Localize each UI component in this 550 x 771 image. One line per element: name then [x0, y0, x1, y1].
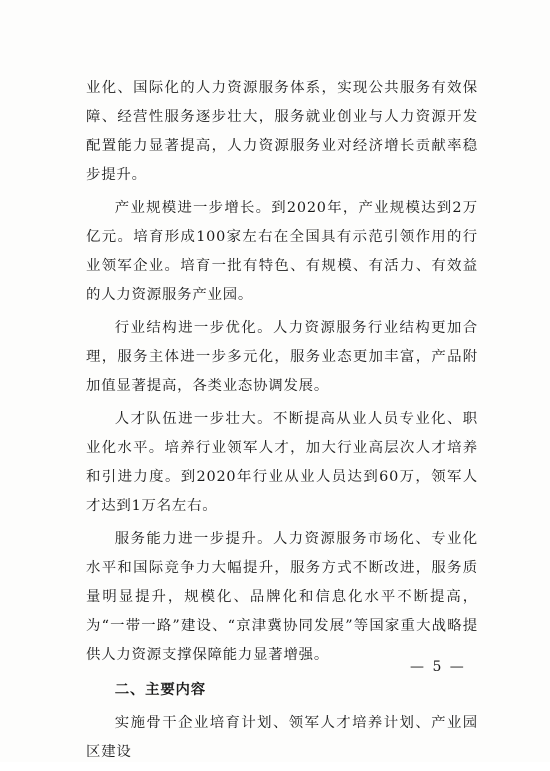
- page-number: — 5 —: [410, 659, 466, 675]
- paragraph-industry-scale: 产业规模进一步增长。到2020年，产业规模达到2万亿元。培育形成100家左右在全国具有示范引领作用的行业领军企业。培育一批有特色、有规模、有活力、有效益的人力资源服务产业园。: [86, 200, 478, 303]
- paragraph-service-capacity: 服务能力进一步提升。人力资源服务市场化、专业化水平和国际竞争力大幅提升，服务方式不断改进，服务质量明显提升，规模化、品牌化和信息化水平不断提高，为“一带一路”建设、“京津冀协同发展”等国家重大战略提供人力资源支撑保障能力显著增强。: [86, 531, 478, 663]
- paragraph-main-content: 实施骨干企业培育计划、领军人才培养计划、产业园区建设: [86, 715, 478, 760]
- paragraph-industry-structure: 行业结构进一步优化。人力资源服务行业结构更加合理，服务主体进一步多元化，服务业态更加丰富，产品附加值显著提高，各类业态协调发展。: [86, 320, 478, 394]
- paragraph-talent-team: 人才队伍进一步壮大。不断提高从业人员专业化、职业化水平。培养行业领军人才，加大行业高层次人才培养和引进力度。到2020年行业从业人员达到60万，领军人才达到1万名左右。: [86, 411, 478, 514]
- section-heading-main-content: 二、主要内容: [114, 682, 206, 698]
- paragraph-continuation: 业化、国际化的人力资源服务体系，实现公共服务有效保障、经营性服务逐步壮大，服务就业创业与人力资源开发配置能力显著提高，人力资源服务业对经济增长贡献率稳步提升。: [86, 80, 478, 183]
